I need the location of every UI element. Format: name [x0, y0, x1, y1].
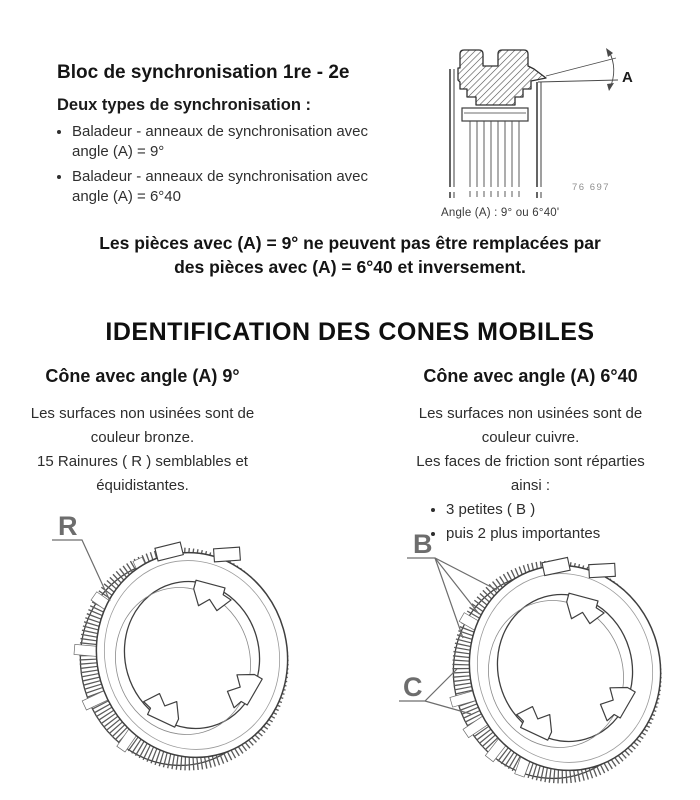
body-line: Les faces de friction sont réparties — [416, 453, 645, 470]
angle-label: A — [622, 69, 633, 86]
page-subtitle: Deux types de synchronisation : — [57, 96, 311, 114]
body-line: Les surfaces non usinées sont de — [418, 405, 643, 422]
cone-band — [462, 108, 528, 121]
angle-callout — [538, 48, 633, 91]
list-item — [72, 167, 422, 206]
synchro-section-figure — [430, 24, 690, 209]
ring-9-figure — [30, 495, 335, 795]
column-cone-640 — [378, 366, 683, 546]
body-line: ainsi : — [510, 477, 551, 494]
warning-line: des pièces avec (A) = 6°40 et inversement. — [174, 257, 526, 277]
body-line: couleur bronze. — [90, 429, 195, 446]
warning-line: Les pièces avec (A) = 9° ne peuvent pas être remplacées par — [99, 233, 601, 253]
rim-tab — [589, 563, 616, 577]
bullet-line: angle (A) = 6°40 — [72, 187, 181, 205]
body-line: Les surfaces non usinées sont de — [30, 405, 255, 422]
cone-splines — [470, 121, 519, 197]
figure-caption: Angle (A) : 9° ou 6°40' — [441, 207, 560, 219]
body-line: couleur cuivre. — [481, 429, 580, 446]
warning-text — [0, 231, 700, 279]
bullet-line: angle (A) = 9° — [72, 142, 165, 160]
list-item: • puis 2 plus importantes — [446, 522, 683, 546]
figure-ref-number: 76 697 — [572, 182, 611, 193]
list-item — [72, 122, 422, 161]
ring-label-c: C — [403, 672, 423, 702]
column-heading: Cône avec angle (A) 6°40 — [423, 366, 638, 386]
ring-label-b: B — [413, 529, 433, 559]
body-line: 15 Rainures ( R ) semblables et — [37, 453, 248, 470]
hatched-section — [458, 50, 546, 105]
synchro-types-list — [52, 122, 422, 212]
page-title: Bloc de synchronisation 1re - 2e — [57, 62, 350, 83]
section-title: IDENTIFICATION DES CONES MOBILES — [105, 318, 595, 346]
column-heading: Cône avec angle (A) 9° — [45, 366, 240, 386]
bullet-line: • Baladeur - anneaux de synchronisation avec — [72, 123, 369, 140]
rim-tab — [214, 547, 241, 562]
ring-640-figure — [393, 520, 700, 800]
ring-label-r: R — [58, 511, 78, 541]
bullet-line: • Baladeur - anneaux de synchronisation avec — [72, 168, 369, 185]
body-line: équidistantes. — [96, 477, 189, 494]
column-cone-9 — [0, 366, 285, 498]
list-item: • 3 petites ( B ) — [446, 498, 683, 522]
